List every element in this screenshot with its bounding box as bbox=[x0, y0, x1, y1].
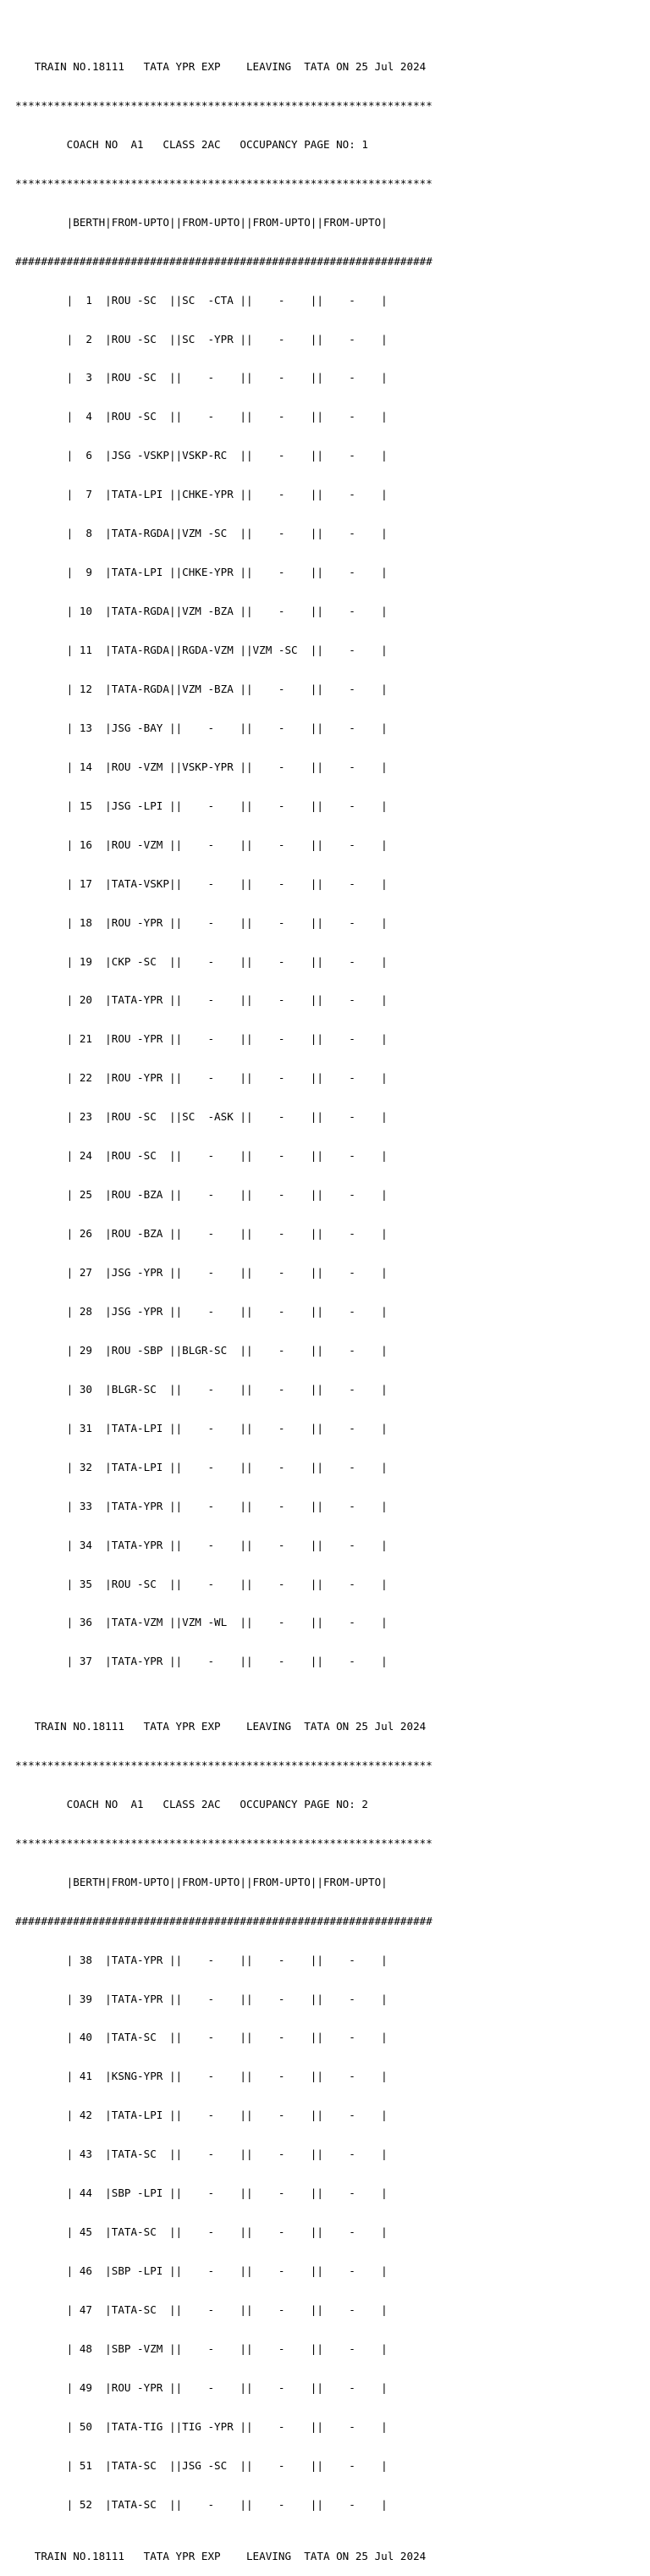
berth-row: | 51 |TATA-SC ||JSG -SC || - || - | bbox=[15, 2458, 388, 2472]
berth-row: | 22 |ROU -YPR || - || - || - | bbox=[15, 1071, 388, 1085]
star-rule: ***************************************************************** bbox=[15, 98, 432, 112]
hash-rule: ################################################################# bbox=[15, 1914, 432, 1927]
berth-row: | 2 |ROU -SC ||SC -YPR || - || - | bbox=[15, 332, 388, 345]
berth-row: | 11 |TATA-RGDA||RGDA-VZM ||VZM -SC || - | bbox=[15, 644, 388, 656]
berth-row: | 1 |ROU -SC ||SC -CTA || - || - | bbox=[15, 293, 388, 307]
berth-row: | 19 |CKP -SC || - || - || - | bbox=[15, 954, 388, 968]
berth-row: | 40 |TATA-SC || - || - || - | bbox=[15, 2031, 388, 2044]
berth-row: | 29 |ROU -SBP ||BLGR-SC || - || - | bbox=[15, 1343, 388, 1357]
berth-row: | 33 |TATA-YPR || - || - || - | bbox=[15, 1499, 388, 1512]
berth-row: | 46 |SBP -LPI || - || - || - | bbox=[15, 2264, 388, 2278]
berth-row: | 3 |ROU -SC || - || - || - | bbox=[15, 371, 388, 384]
berth-row: | 44 |SBP -LPI || - || - || - | bbox=[15, 2186, 388, 2200]
berth-row: | 41 |KSNG-YPR || - || - || - | bbox=[15, 2070, 388, 2083]
berth-row: | 24 |ROU -SC || - || - || - | bbox=[15, 1149, 388, 1163]
berth-row: | 28 |JSG -YPR || - || - || - | bbox=[15, 1304, 388, 1318]
berth-row: | 13 |JSG -BAY || - || - || - | bbox=[15, 721, 388, 734]
star-rule: ***************************************************************** bbox=[15, 1836, 432, 1849]
berth-row: | 23 |ROU -SC ||SC -ASK || - || - | bbox=[15, 1110, 388, 1124]
berth-row: | 20 |TATA-YPR || - || - || - | bbox=[15, 993, 388, 1007]
berth-row: | 37 |TATA-YPR || - || - || - | bbox=[15, 1655, 388, 1668]
berth-row: | 27 |JSG -YPR || - || - || - | bbox=[15, 1266, 388, 1279]
berth-row: | 15 |JSG -LPI || - || - || - | bbox=[15, 799, 388, 812]
star-rule: ***************************************************************** bbox=[15, 176, 432, 190]
berth-row: | 12 |TATA-RGDA||VZM -BZA || - || - | bbox=[15, 682, 388, 695]
berth-row: | 16 |ROU -VZM || - || - || - | bbox=[15, 837, 388, 851]
train-header: TRAIN NO.18111 TATA YPR EXP LEAVING TATA ON 25 Jul 2024 bbox=[15, 1719, 427, 1733]
berth-row: | 6 |JSG -VSKP||VSKP-RC || - || - | bbox=[15, 449, 388, 462]
berth-row: | 38 |TATA-YPR || - || - || - | bbox=[15, 1953, 388, 1966]
hash-rule: ################################################################# bbox=[15, 254, 432, 268]
berth-row: | 42 |TATA-LPI || - || - || - | bbox=[15, 2109, 388, 2122]
berth-row: | 36 |TATA-VZM ||VZM -WL || - || - | bbox=[15, 1616, 388, 1629]
berth-row: | 43 |TATA-SC || - || - || - | bbox=[15, 2148, 388, 2161]
berth-row: | 50 |TATA-TIG ||TIG -YPR || - || - | bbox=[15, 2419, 388, 2433]
berth-row: | 17 |TATA-VSKP|| - || - || - | bbox=[15, 876, 388, 890]
berth-row: | 14 |ROU -VZM ||VSKP-YPR || - || - | bbox=[15, 760, 388, 773]
berth-row: | 10 |TATA-RGDA||VZM -BZA || - || - | bbox=[15, 605, 388, 618]
berth-row: | 47 |TATA-SC || - || - || - | bbox=[15, 2303, 388, 2316]
berth-row: | 21 |ROU -YPR || - || - || - | bbox=[15, 1032, 388, 1046]
berth-row: | 7 |TATA-LPI ||CHKE-YPR || - || - | bbox=[15, 488, 388, 501]
berth-row: | 31 |TATA-LPI || - || - || - | bbox=[15, 1421, 388, 1434]
berth-row: | 32 |TATA-LPI || - || - || - | bbox=[15, 1460, 388, 1473]
berth-row: | 30 |BLGR-SC || - || - || - | bbox=[15, 1382, 388, 1396]
berth-row: | 26 |ROU -BZA || - || - || - | bbox=[15, 1227, 388, 1241]
berth-row: | 35 |ROU -SC || - || - || - | bbox=[15, 1577, 388, 1590]
coach-line: COACH NO A1 CLASS 2AC OCCUPANCY PAGE NO: 2 bbox=[15, 1797, 369, 1810]
column-header: |BERTH|FROM-UPTO||FROM-UPTO||FROM-UPTO||FROM-UPTO| bbox=[15, 215, 388, 229]
berth-row: | 34 |TATA-YPR || - || - || - | bbox=[15, 1538, 388, 1551]
berth-row: | 45 |TATA-SC || - || - || - | bbox=[15, 2225, 388, 2239]
berth-row: | 52 |TATA-SC || - || - || - | bbox=[15, 2497, 388, 2511]
coach-line: COACH NO A1 CLASS 2AC OCCUPANCY PAGE NO: 1 bbox=[15, 137, 369, 151]
berth-row: | 8 |TATA-RGDA||VZM -SC || - || - | bbox=[15, 527, 388, 540]
berth-row: | 9 |TATA-LPI ||CHKE-YPR || - || - | bbox=[15, 566, 388, 579]
berth-row: | 4 |ROU -SC || - || - || - | bbox=[15, 410, 388, 423]
berth-row: | 39 |TATA-YPR || - || - || - | bbox=[15, 1992, 388, 2005]
berth-row: | 49 |ROU -YPR || - || - || - | bbox=[15, 2380, 388, 2394]
berth-row: | 18 |ROU -YPR || - || - || - | bbox=[15, 915, 388, 929]
train-header: TRAIN NO.18111 TATA YPR EXP LEAVING TATA ON 25 Jul 2024 bbox=[15, 59, 427, 73]
column-header: |BERTH|FROM-UPTO||FROM-UPTO||FROM-UPTO||FROM-UPTO| bbox=[15, 1875, 388, 1888]
star-rule: ***************************************************************** bbox=[15, 1758, 432, 1772]
occupancy-report bbox=[15, 21, 432, 2576]
train-footer: TRAIN NO.18111 TATA YPR EXP LEAVING TATA ON 25 Jul 2024 bbox=[15, 2549, 427, 2562]
berth-row: | 25 |ROU -BZA || - || - || - | bbox=[15, 1188, 388, 1202]
berth-row: | 48 |SBP -VZM || - || - || - | bbox=[15, 2341, 388, 2355]
